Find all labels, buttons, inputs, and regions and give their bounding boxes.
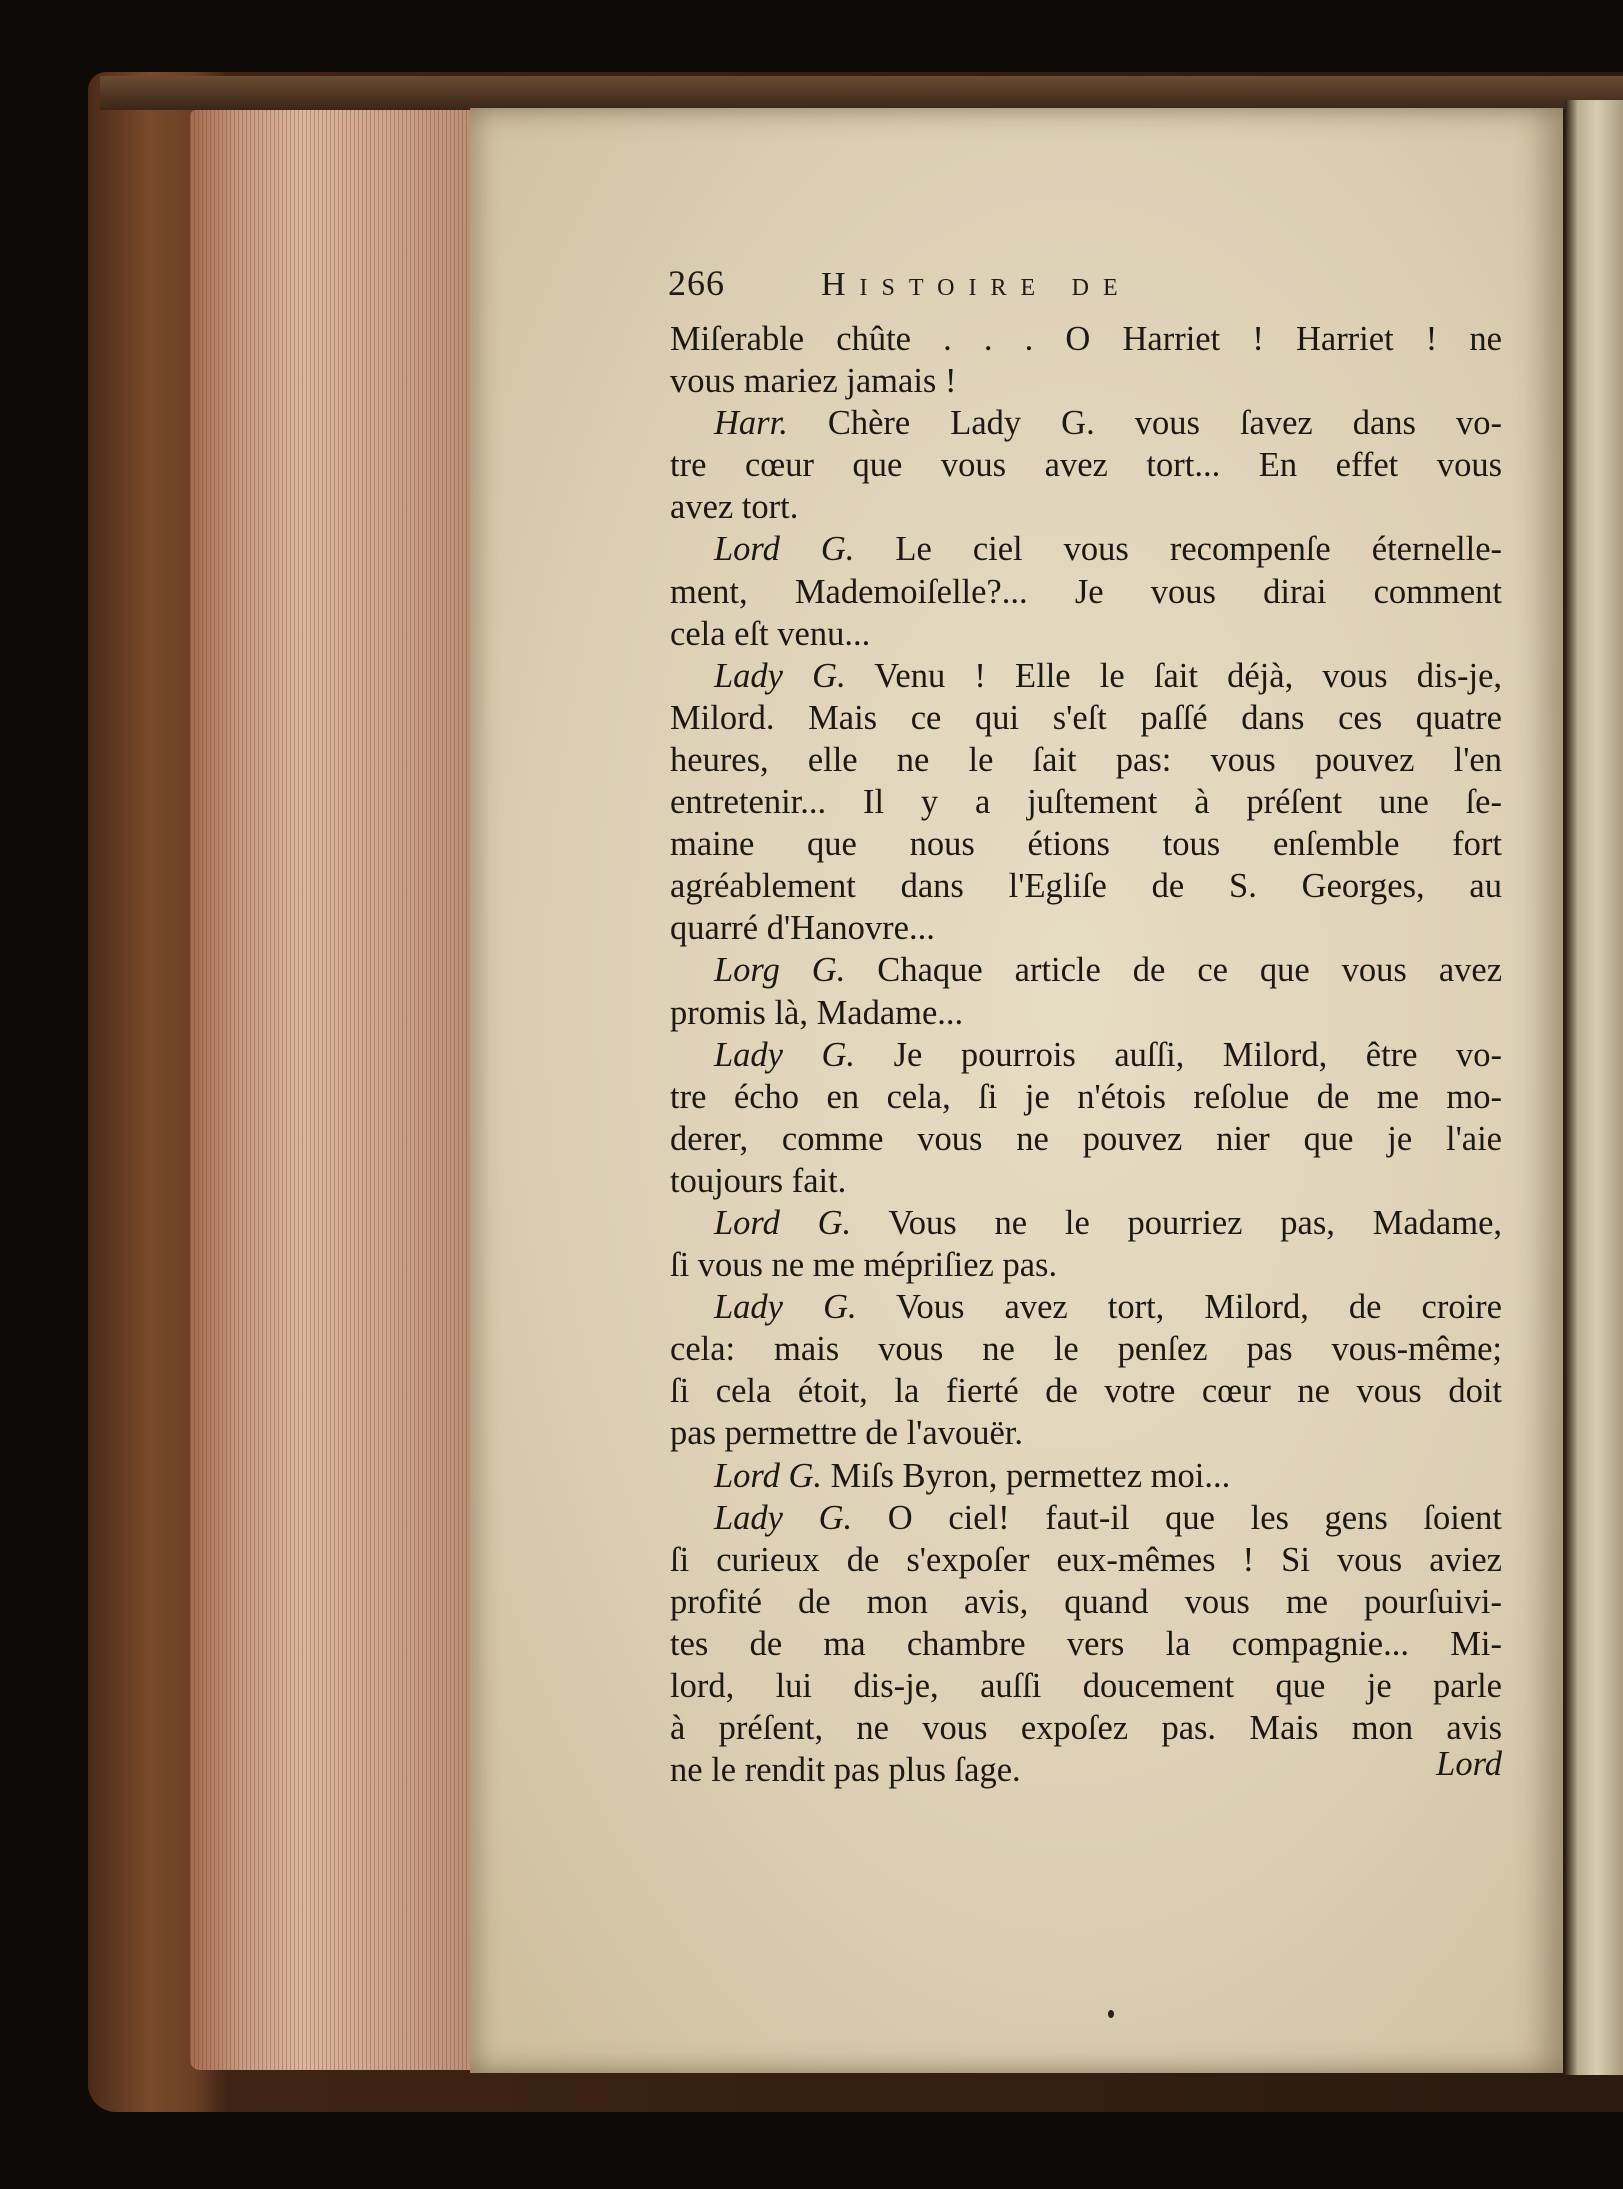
text-line: quarré d'Hanovre... xyxy=(670,909,935,948)
text-line: tre écho en cela, ſi je n'étois reſolue de me mo- xyxy=(670,1077,1502,1116)
speaker-name: Lady G. xyxy=(714,1288,857,1327)
text-line: entretenir... Il y a juſtement à préſent une ſe- xyxy=(670,783,1502,822)
text-line: ſi cela étoit, la fierté de votre cœur ne vous doit xyxy=(670,1372,1502,1411)
text-line: profité de mon avis, quand vous me pourſuivi- xyxy=(670,1582,1502,1621)
text-line: avez tort. xyxy=(670,488,799,527)
speaker-name: Lorg G. xyxy=(714,951,846,990)
text-line: Lorg G. Chaque article de ce que vous avez xyxy=(714,951,1503,990)
text-line: vous mariez jamais ! xyxy=(670,362,957,401)
text-line: maine que nous étions tous enſemble fort xyxy=(670,825,1502,864)
running-title: Histoire de xyxy=(821,266,1132,303)
text-line: ſi curieux de s'expoſer eux-mêmes ! Si vous aviez xyxy=(670,1540,1502,1579)
text-line: ne le rendit pas plus ſage. Lord xyxy=(670,1745,1502,1790)
text-line: cela eſt venu... xyxy=(670,614,871,653)
text-line: Milord. Mais ce qui s'eſt paſſé dans ces quatre xyxy=(670,698,1502,737)
page-body-text xyxy=(670,318,1502,1791)
page-fore-edge xyxy=(190,110,470,2070)
text-line: tes de ma chambre vers la compagnie... Mi- xyxy=(670,1624,1502,1663)
text-line: cela: mais vous ne le penſez pas vous-même; xyxy=(670,1330,1502,1369)
ink-spot xyxy=(1108,2010,1114,2018)
speaker-name: Harr. xyxy=(714,404,788,443)
text-line: heures, elle ne le ſait pas: vous pouvez l'en xyxy=(670,740,1502,779)
catchword: Lord xyxy=(1436,1745,1502,1784)
text-line: Lady G. Je pourrois auſſi, Milord, être vo- xyxy=(714,1035,1502,1074)
page-number: 266 xyxy=(668,263,725,303)
speaker-name: Lady G. xyxy=(714,656,846,695)
text-line: Lord G. Miſs Byron, permettez moi... xyxy=(714,1456,1231,1495)
text-line: Lady G. O ciel! faut-il que les gens ſoient xyxy=(714,1498,1502,1537)
text-line: Lord G. Vous ne le pourriez pas, Madame, xyxy=(714,1203,1503,1242)
text-line: ſi vous ne me mépriſiez pas. xyxy=(670,1246,1058,1285)
speaker-name: Lady G. xyxy=(714,1498,853,1537)
speaker-name: Lord G. xyxy=(714,1456,822,1495)
text-line: tre cœur que vous avez tort... En effet vous xyxy=(670,446,1502,485)
text-line: pas permettre de l'avouër. xyxy=(670,1414,1023,1453)
text-line: Lady G. Vous avez tort, Milord, de croire xyxy=(714,1288,1502,1327)
speaker-name: Lord G. xyxy=(714,1203,852,1242)
speaker-name: Lady G. xyxy=(714,1035,856,1074)
text-line: Miſerable chûte . . . O Harriet ! Harriet ! ne xyxy=(670,320,1502,358)
text-line: toujours fait. xyxy=(670,1161,847,1200)
text-line: agréablement dans l'Egliſe de S. Georges, au xyxy=(670,867,1502,906)
opposite-page-edge xyxy=(1565,100,1623,2075)
book-cover-top-edge xyxy=(100,76,1623,110)
text-line: lord, lui dis-je, auſſi doucement que je parle xyxy=(670,1667,1502,1705)
running-head xyxy=(668,262,1328,310)
text-line: promis là, Madame... xyxy=(670,993,964,1032)
speaker-name: Lord G. xyxy=(714,530,855,569)
text-line: ment, Mademoiſelle?... Je vous dirai comment xyxy=(670,572,1502,611)
text-line: Harr. Chère Lady G. vous ſavez dans vo- xyxy=(714,404,1502,443)
text-line: Lady G. Venu ! Elle le ſait déjà, vous dis-je, xyxy=(714,656,1503,695)
text-line: à préſent, ne vous expoſez pas. Mais mon avis xyxy=(670,1709,1502,1748)
text-line: derer, comme vous ne pouvez nier que je l'aie xyxy=(670,1119,1502,1158)
text-line: Lord G. Le ciel vous recompenſe éternelle- xyxy=(714,530,1503,569)
